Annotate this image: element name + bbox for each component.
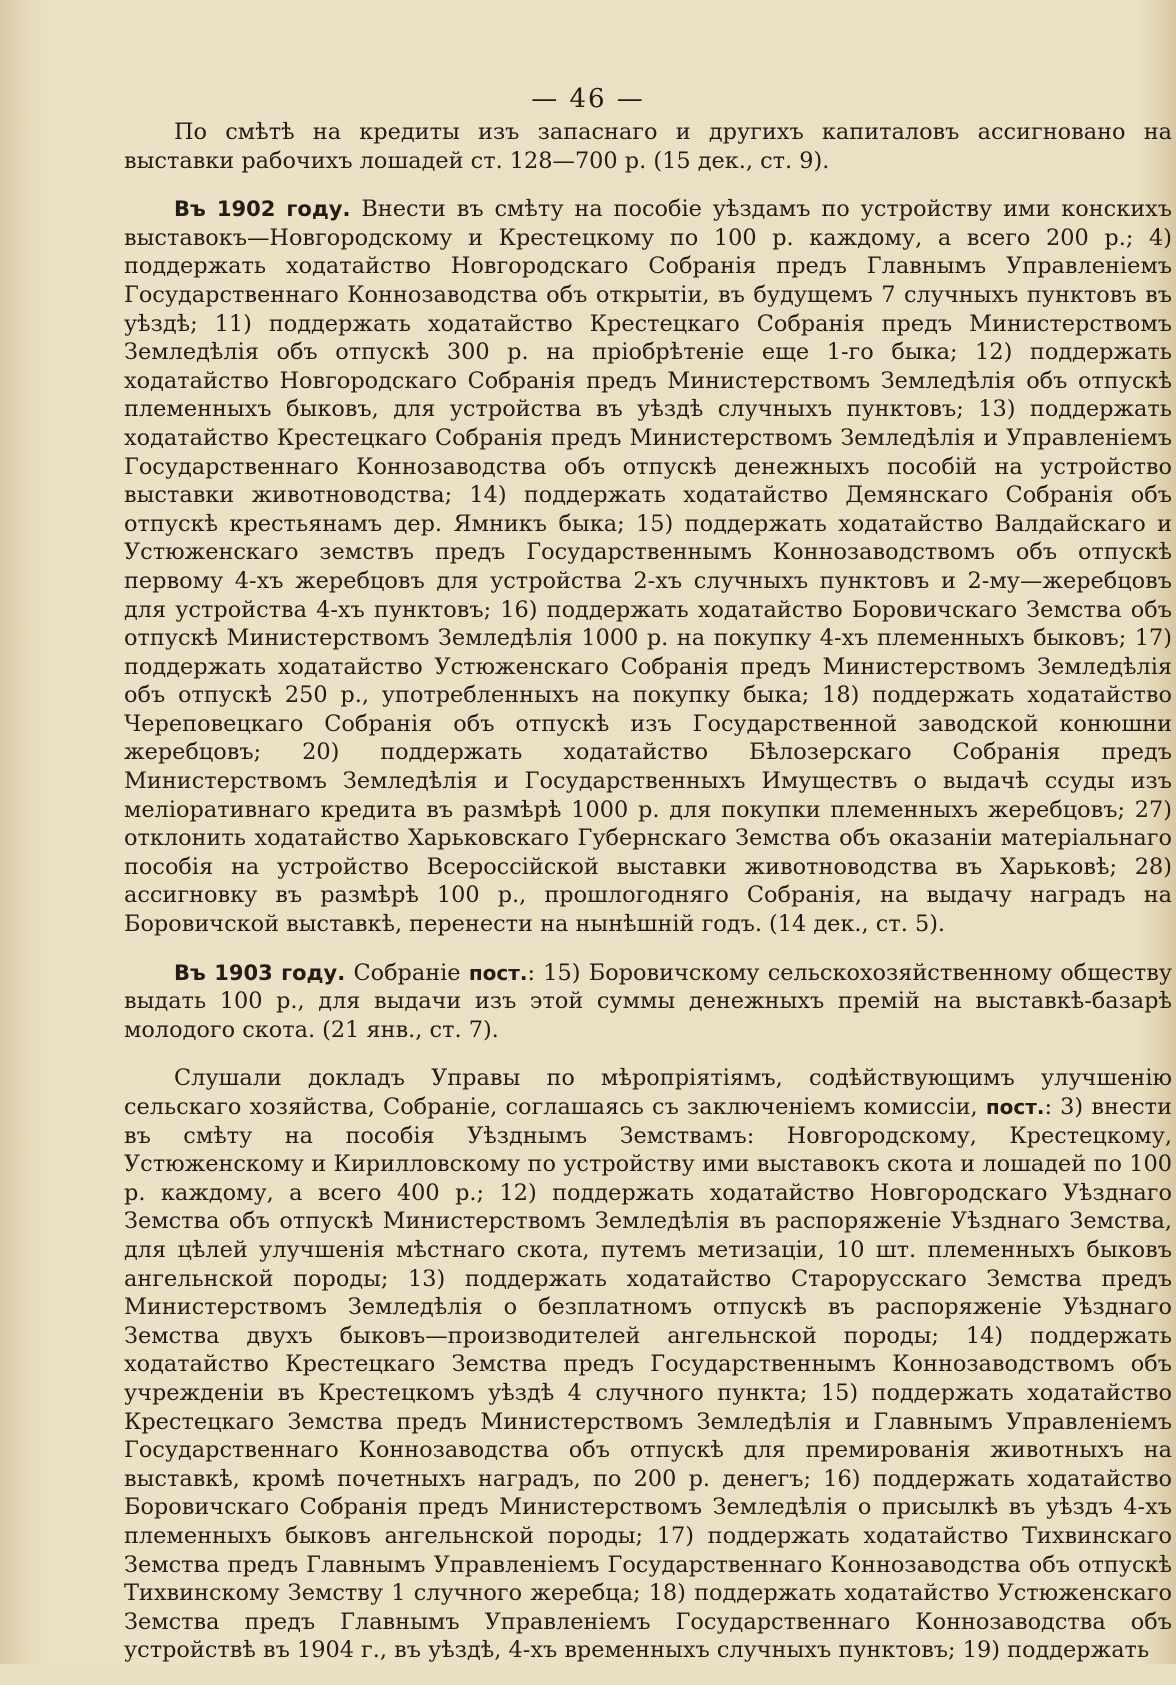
year-heading: Въ 1902 году.	[174, 197, 351, 222]
resolution-keyword: пост.	[468, 960, 528, 985]
document-body	[124, 118, 1172, 1685]
paragraph-text: Слушали докладъ Управы по мѣропріятіямъ, содѣйствующимъ улучшенію сельскаго хозяйства, Собраніе, соглашаясь съ заключеніемъ комиссіи,	[124, 1065, 1172, 1120]
paragraph-text: : 3) внести въ смѣту на пособія Уѣзднымъ Земствамъ: Новгородскому, Крестецкому, Устюженскому и Кирилловскому по устройству ими выставокъ скота и лошадей по 100 р. каждому, а всего 400 р.; 12) поддержать ходатайство Новгородскаго Уѣзднаго Земства объ отпускѣ Министерствомъ Земледѣлія въ распоряженіе Уѣзднаго Земства, для цѣлей улучшенія мѣстнаго скота, путемъ метизаціи, 10 шт. племенныхъ быковъ ангельнской породы; 13) поддержать ходатайство Старорусскаго Земства предъ Министерствомъ Земледѣлія о безплатномъ отпускѣ въ распоряженіе Уѣзднаго Земства двухъ быковъ—производителей ангельнской породы; 14) поддержать ходатайство Крестецкаго Земства предъ Государственнымъ Коннозаводствомъ объ учрежденіи въ Крестецкомъ уѣздѣ 4 случного пункта; 15) поддержать ходатайство Крестецкаго Земства предъ Министерствомъ Земледѣлія и Главнымъ Управленіемъ Государственнаго Коннозаводства объ отпускѣ для премированія животныхъ на выставкѣ, кромѣ почетныхъ наградъ, по 200 р. денегъ; 16) поддержать ходатайство Боровичскаго Собранія предъ Министерствомъ Земледѣлія о присылкѣ въ уѣздъ 4-хъ племенныхъ быковъ ангельнской породы; 17) поддержать ходатайство Тихвинскаго Земства предъ Главнымъ Управленіемъ Государственнаго Коннозаводства объ отпускѣ Тихвинскому Земству 1 случного жеребца; 18) поддержать ходатайство Устюженскаго Земства предъ Главнымъ Управленіемъ Государственнаго Коннозаводства объ устройствѣ въ 1904 г., въ уѣздѣ, 4-хъ временныхъ случныхъ пунктовъ; 19) поддержать	[124, 1094, 1172, 1664]
paragraph-text: Собраніе	[345, 959, 469, 986]
paragraph	[124, 1064, 1172, 1664]
paragraph-text: По смѣтѣ на кредиты изъ запаснаго и другихъ капиталовъ ассигновано на выставки рабочихъ лошадей ст. 128—700 р. (15 дек., ст. 9).	[124, 119, 1172, 174]
page-number: — 46 —	[531, 84, 645, 114]
paragraph-text: : 15) Боровичскому сельскохозяйственному обществу выдать 100 р., для выдачи изъ этой суммы денежныхъ премій на выставкѣ-базарѣ молодого скота. (21 янв., ст. 7).	[124, 959, 1172, 1043]
paragraph	[124, 959, 1172, 1045]
paragraph	[124, 118, 1172, 175]
resolution-keyword: пост.	[985, 1095, 1045, 1119]
paragraph	[124, 195, 1172, 938]
paragraph-text: Внести въ смѣту на пособіе уѣздамъ по устройству ими конскихъ выставокъ—Новгородскому и Крестецкому по 100 р. каждому, а всего 200 р.; 4) поддержать ходатайство Новгородскаго Собранія предъ Главнымъ Управленіемъ Государственнаго Коннозаводства объ открытіи, въ будущемъ 7 случныхъ пунктовъ въ уѣздѣ; 11) поддержать ходатайство Крестецкаго Собранія предъ Министерствомъ Земледѣлія объ отпускѣ 300 р. на пріобрѣтеніе еще 1-го быка; 12) поддержать ходатайство Новгородскаго Собранія предъ Министерствомъ Земледѣлія объ отпускѣ племенныхъ быковъ, для устройства въ уѣздѣ случныхъ пунктовъ; 13) поддержать ходатайство Крестецкаго Собранія предъ Министерствомъ Земледѣлія и Управленіемъ Государственнаго Коннозаводства объ отпускѣ денежныхъ пособій на устройство выставки животноводства; 14) поддержать ходатайство Демянскаго Собранія объ отпускѣ крестьянамъ дер. Ямникъ быка; 15) поддержать ходатайство Валдайскаго и Устюженскаго земствъ предъ Государственнымъ Коннозаводствомъ объ отпускѣ первому 4-хъ жеребцовъ для устройства 2-хъ случныхъ пунктовъ и 2-му—жеребцовъ для устройства 4-хъ пунктовъ; 16) поддержать ходатайство Боровичскаго Земства объ отпускѣ Министерствомъ Земледѣлія 1000 р. на покупку 4-хъ племенныхъ быковъ; 17) поддержать ходатайство Устюженскаго Собранія предъ Министерствомъ Земледѣлія объ отпускѣ 250 р., употребленныхъ на покупку быка; 18) поддержать ходатайство Череповецкаго Собранія объ отпускѣ изъ Государственной заводской конюшни жеребцовъ; 20) поддержать ходатайство Бѣлозерскаго Собранія предъ Министерствомъ Земледѣлія и Государственныхъ Имуществъ о выдачѣ ссуды изъ меліоративнаго кредита въ размѣрѣ 1000 р. для покупки племенныхъ жеребцовъ; 27) отклонить ходатайство Харьковскаго Губернскаго Земства объ оказаніи матеріальнаго пособія на устройство Всероссійской выставки животноводства въ Харьковѣ; 28) ассигновку въ размѣрѣ 100 р., прошлогодняго Собранія, на выдачу наградъ на Боровичской выставкѣ, перенести на нынѣшній годъ. (14 дек., ст. 5).	[124, 196, 1172, 938]
year-heading: Въ 1903 году.	[174, 960, 346, 985]
